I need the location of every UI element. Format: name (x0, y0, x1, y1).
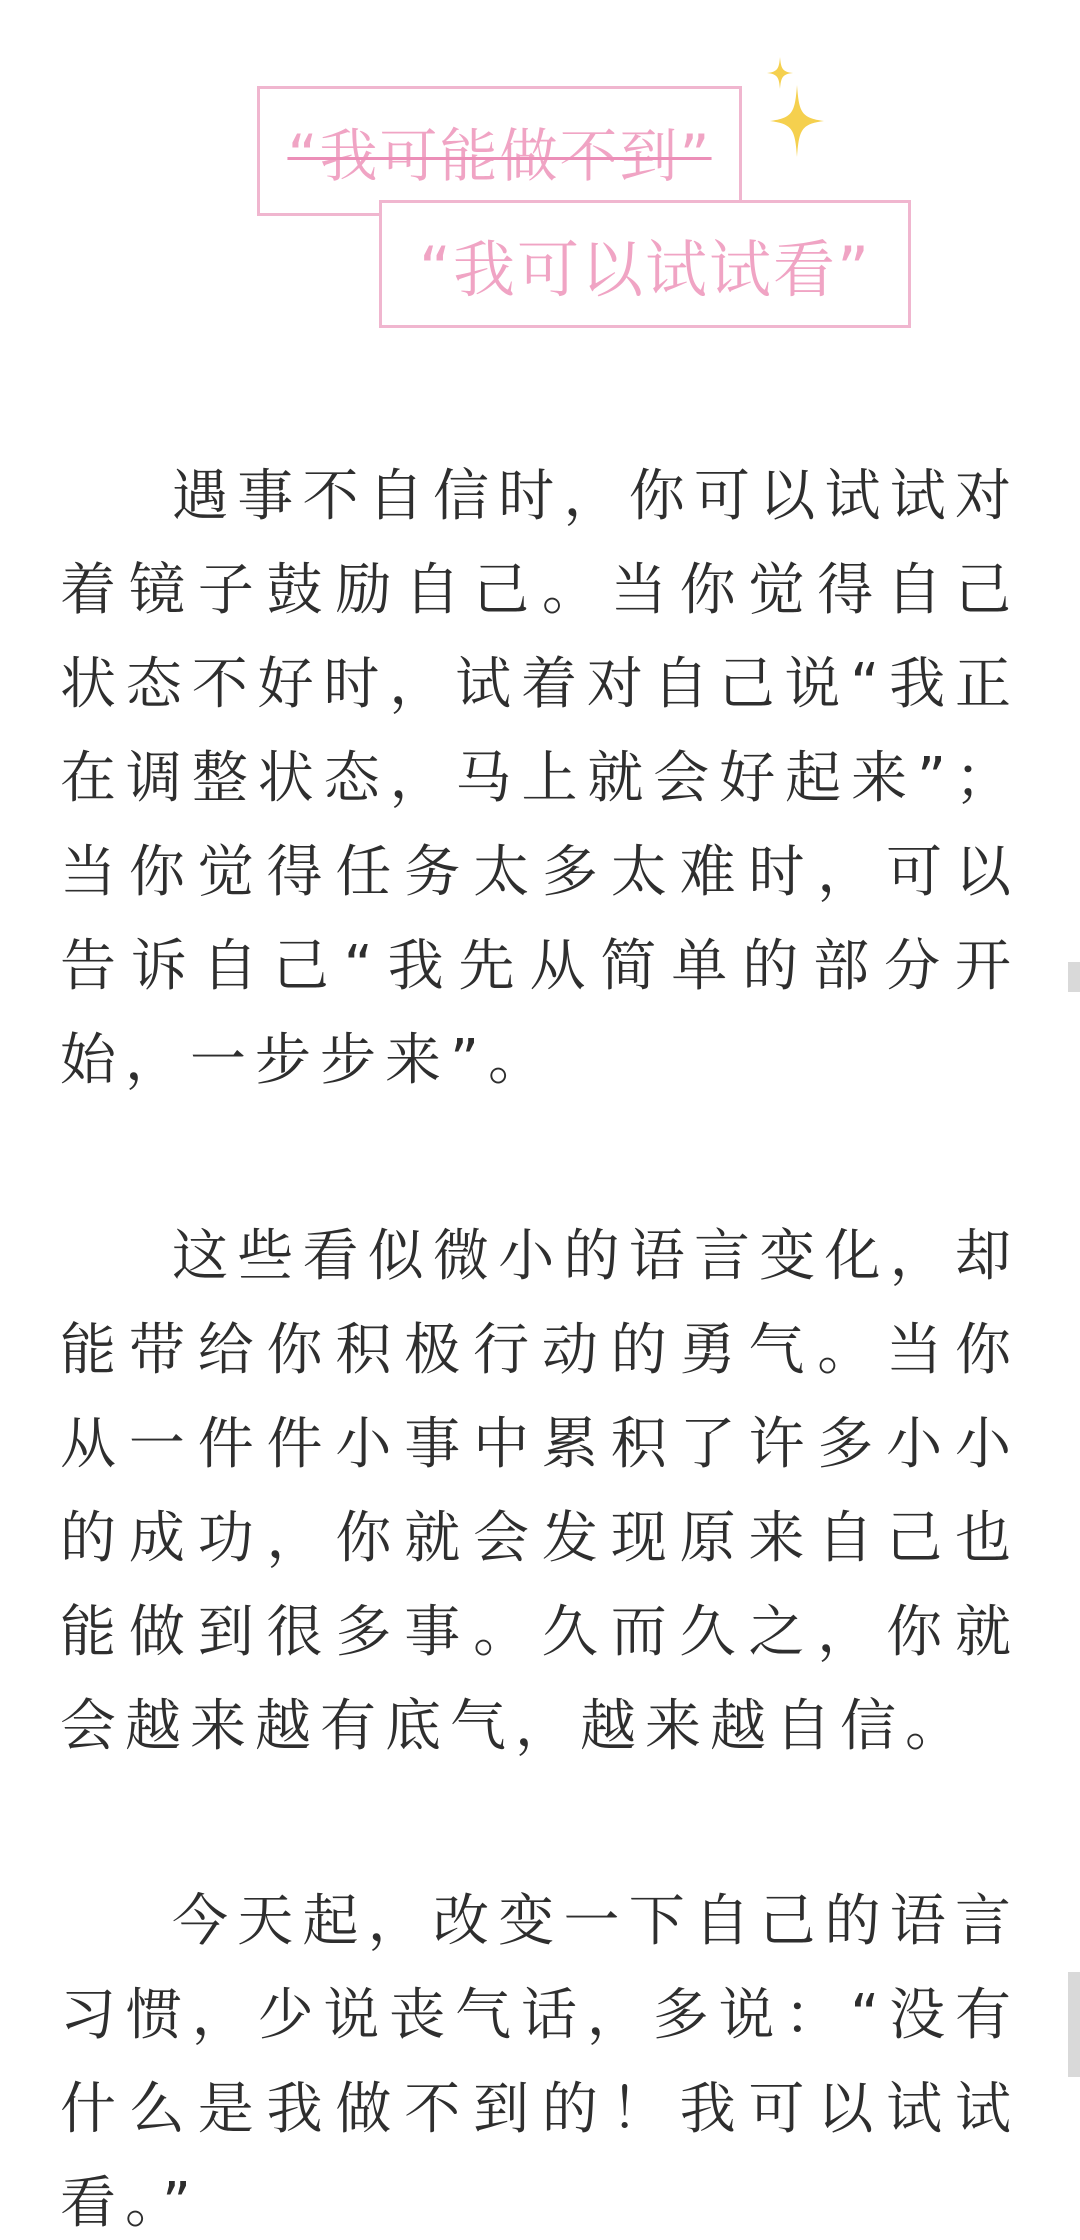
old-phrase-text: “我可能做不到” (287, 122, 712, 190)
old-phrase-box (257, 86, 742, 216)
new-phrase-text: “我可以试试看” (418, 232, 872, 306)
new-phrase-box (379, 200, 911, 328)
sparkle-big-icon (770, 85, 824, 157)
paragraph-2: 这些看似微小的语言变化，却能带给你积极行动的勇气。当你从一件件小事中累积了许多小小的成功，你就会发现原来自己也能做到很多事。久而久之，你就会越来越有底气，越来越自信。 (60, 1224, 1020, 1759)
paragraph-1: 遇事不自信时，你可以试试对着镜子鼓励自己。当你觉得自己状态不好时，试着对自己说“我正在调整状态，马上就会好起来”；当你觉得任务太多太难时，可以告诉自己“我先从简单的部分开始，一步步来”。 (60, 464, 1020, 1093)
scroll-indicator-bottom[interactable] (1068, 1972, 1080, 2077)
scroll-indicator-top[interactable] (1068, 962, 1080, 992)
paragraph-3: 今天起，改变一下自己的语言习惯，少说丧气话，多说：“没有什么是我做不到的！我可以试试看。” (60, 1889, 1020, 2236)
